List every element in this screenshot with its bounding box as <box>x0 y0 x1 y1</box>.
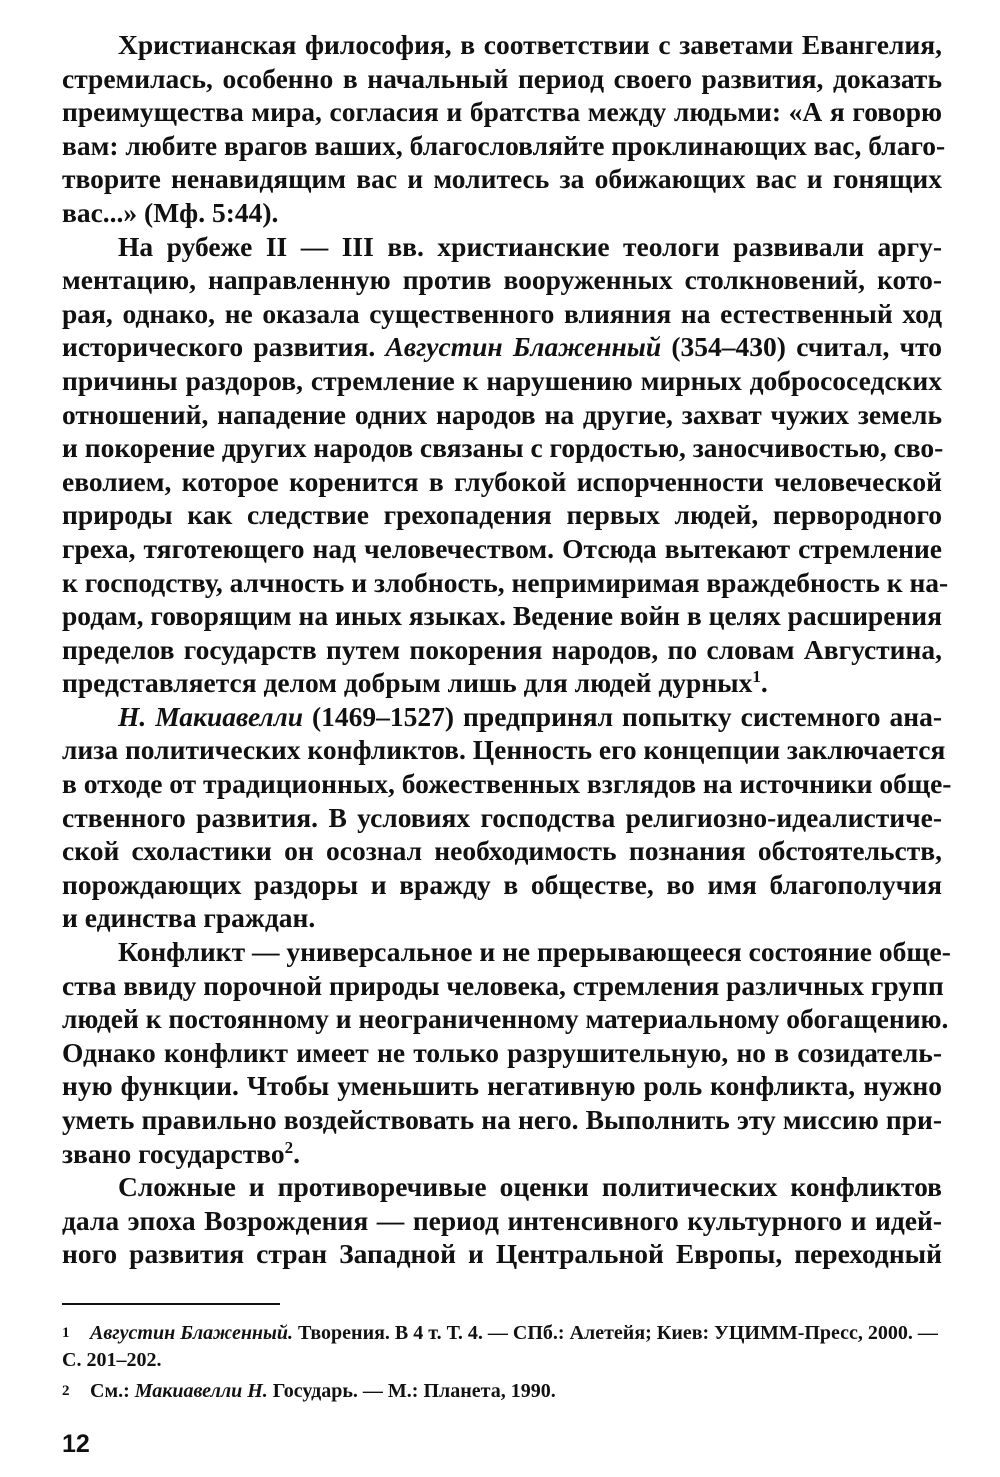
text-line: порождающих раздоры и вражду в обществе, во имя благополучия <box>62 868 942 900</box>
text-line: вас...» (Мф. 5:44). <box>62 196 279 228</box>
paragraph <box>62 28 946 230</box>
text-line: уметь правильно воздействовать на него. Выполнить эту миссию при- <box>62 1104 942 1135</box>
text-line: отношений, нападение одних народов на другие, захват чужих земель <box>62 398 942 430</box>
footnotes <box>62 1320 952 1409</box>
text-line: На рубеже II — III вв. христианские теологи развивали аргу- <box>118 230 942 262</box>
text-line: преимущества мира, согласия и братства между людьми: «А я говорю <box>62 96 942 128</box>
footnote: 1 Августин Блаженный. Творения. В 4 т. Т. 4. — СПб.: Алетейя; Киев: УЦИММ-Пресс, 2000. — С. 201–202. <box>62 1322 938 1371</box>
text-line: греха, тяготеющего над человечеством. Отсюда вытекают стремление <box>62 532 942 564</box>
text-line: Однако конфликт имеет не только разрушительную, но в созидатель- <box>62 1036 942 1068</box>
paragraph <box>62 700 952 935</box>
italic-name: Макиавелли Н. <box>134 1380 268 1402</box>
paragraph <box>62 935 951 1170</box>
text-line: дала эпоха Возрождения — период интенсивного культурного и идей- <box>62 1204 942 1236</box>
paragraph <box>62 230 949 700</box>
footnote-number: 2 <box>62 1383 70 1399</box>
text-line: людей к постоянному и неограниченному материальному обогащению. <box>62 1003 949 1035</box>
text-line: ментацию, направленную против вооруженных столкновений, кото- <box>62 264 942 296</box>
text-line: к господству, алчность и злобность, непримиримая враждебность к на- <box>62 566 949 598</box>
text-line: причины раздоров, стремление к нарушению мирных добрососедских <box>62 364 942 396</box>
text-line: творите ненавидящим вас и молитесь за обижающих вас и гонящих <box>62 163 942 195</box>
text-line: ного развития стран Западной и Центральной Европы, переходный <box>62 1238 942 1270</box>
text-line: родам, говорящим на иных языках. Ведение войн в целях расширения <box>62 600 942 632</box>
text-line: ную функции. Чтобы уменьшить негативную роль конфликта, нужно <box>62 1070 942 1102</box>
text-line: ской схоластики он осознал необходимость познания обстоятельств, <box>62 835 942 867</box>
text-line: Н. Макиавелли (1469–1527) предпринял попытку системного ана- <box>118 700 942 732</box>
italic-name: Августин Блаженный <box>385 331 662 363</box>
page-number: 12 <box>62 1430 90 1458</box>
footnote-number: 1 <box>62 1325 70 1341</box>
text-line: ственного развития. В условиях господства религиозно-идеалистиче- <box>62 801 942 833</box>
footnote-ref: 2 <box>284 1137 294 1157</box>
footnote-ref: 1 <box>752 667 761 687</box>
text-line: лиза политических конфликтов. Ценность его концепции заключается <box>62 734 946 766</box>
text-line: представляется делом добрым лишь для людей дурных$^1$. <box>62 667 768 699</box>
text-line: ства ввиду порочной природы человека, стремления различных групп <box>62 969 944 1001</box>
text-line: рая, однако, не оказала существенного влияния на естественный ход <box>62 297 942 329</box>
italic-name: Августин Блаженный. <box>90 1322 294 1344</box>
text-line: пределов государств путем покорения народов, по словам Августина, <box>62 633 942 665</box>
text-line: исторического развития. Августин Блаженный (354–430) считал, что <box>62 331 942 363</box>
text-line: Христианская философия, в соответствии с заветами Евангелия, <box>118 29 942 60</box>
text-line: Сложные и противоречивые оценки политических конфликтов <box>118 1171 942 1203</box>
text-line: и единства граждан. <box>62 902 316 934</box>
text-line: Конфликт — универсальное и не прерывающееся состояние обще- <box>118 936 951 968</box>
paragraph <box>62 1170 942 1271</box>
text-line: стремилась, особенно в начальный период своего развития, доказать <box>62 62 942 94</box>
text-line: вам: любите врагов ваших, благословляйте проклинающих вас, благо- <box>62 129 946 161</box>
text-line: и покорение других народов связаны с гордостью, заносчивостью, сво- <box>62 432 944 464</box>
text-line: звано государство$^2$. <box>62 1137 300 1169</box>
footnote-separator <box>62 1303 280 1305</box>
footnote: 2 См.: Макиавелли Н. Государь. — М.: Планета, 1990. <box>62 1378 952 1405</box>
text-line: еволием, которое коренится в глубокой испорченности человеческой <box>62 465 942 497</box>
text-line: природы как следствие грехопадения первых людей, первородного <box>62 499 942 531</box>
body-text <box>62 28 952 1271</box>
italic-name: Н. Макиавелли <box>118 700 304 732</box>
text-line: в отходе от традиционных, божественных взглядов на источники обще- <box>62 768 952 800</box>
